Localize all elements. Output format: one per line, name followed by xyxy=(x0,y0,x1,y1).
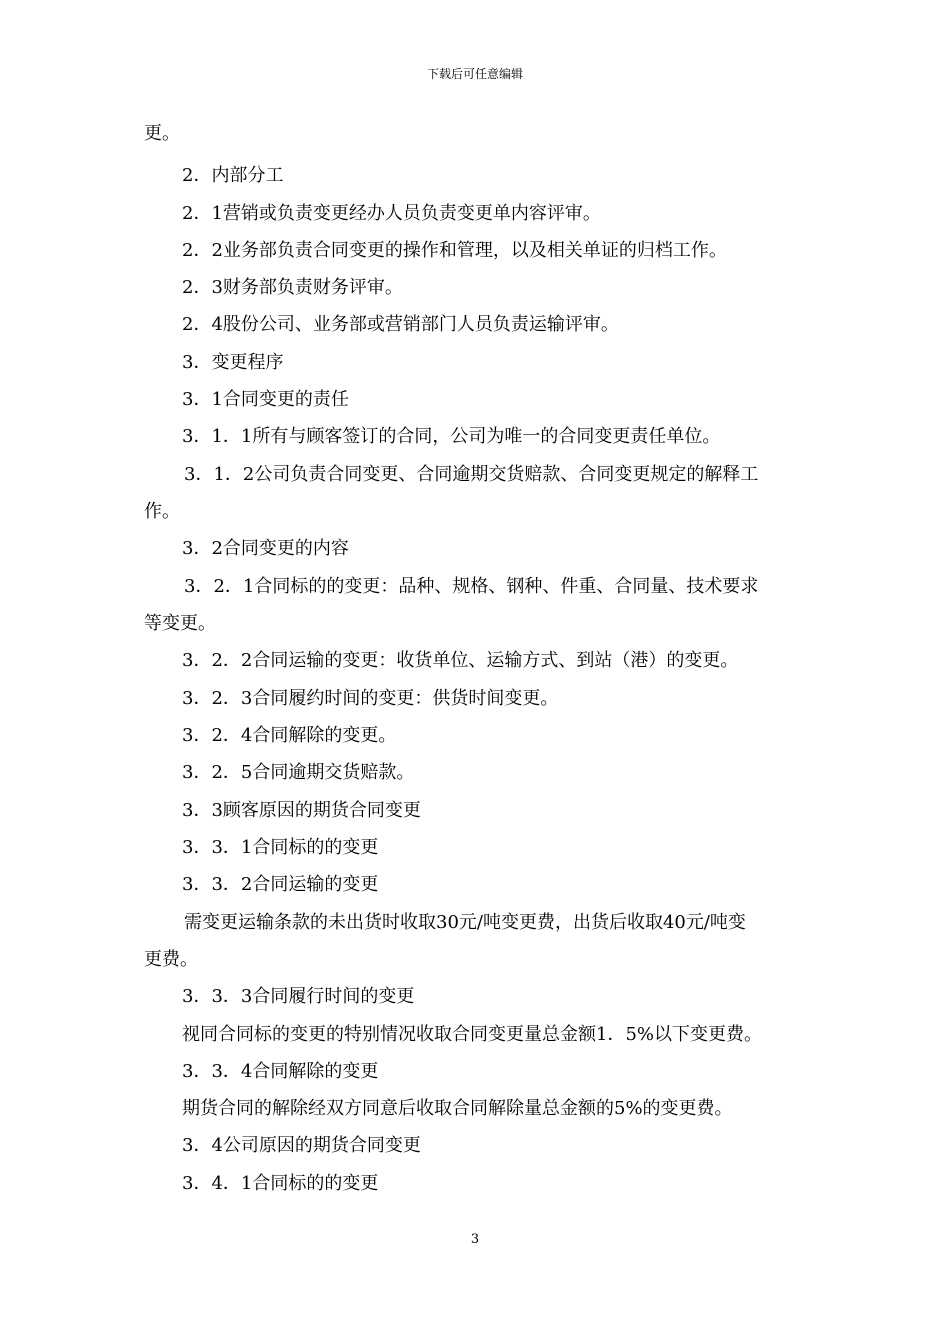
paragraph-line: 3．1合同变更的责任 xyxy=(182,389,349,410)
paragraph-line: 3．2．2合同运输的变更：收货单位、运输方式、到站（港）的变更。 xyxy=(182,650,739,671)
paragraph-line: 3．2．3合同履约时间的变更：供货时间变更。 xyxy=(182,688,559,709)
paragraph-line: 作。 xyxy=(144,501,180,522)
paragraph-line: 期货合同的解除经双方同意后收取合同解除量总金额的5%的变更费。 xyxy=(182,1098,733,1119)
paragraph-line: 更费。 xyxy=(144,949,198,970)
paragraph-line: 3．1．1所有与顾客签订的合同，公司为唯一的合同变更责任单位。 xyxy=(182,426,721,447)
paragraph-line: 2．1营销或负责变更经办人员负责变更单内容评审。 xyxy=(182,203,601,224)
paragraph-line: 需变更运输条款的未出货时收取30元/吨变更费，出货后收取40元/吨变 xyxy=(184,912,746,933)
paragraph-line: 3．3．2合同运输的变更 xyxy=(182,874,379,895)
paragraph-line: 3．变更程序 xyxy=(182,352,284,373)
paragraph-line: 3．2．4合同解除的变更。 xyxy=(182,725,397,746)
paragraph-line: 3．3．3合同履行时间的变更 xyxy=(182,986,415,1007)
page-header: 下载后可任意编辑 xyxy=(426,67,523,81)
paragraph-line: 2．3财务部负责财务评审。 xyxy=(182,277,403,298)
paragraph-line: 等变更。 xyxy=(144,613,216,634)
paragraph-line: 3．3．4合同解除的变更 xyxy=(182,1061,379,1082)
page-number: 3 xyxy=(470,1232,480,1247)
paragraph-line: 2．4股份公司、业务部或营销部门人员负责运输评审。 xyxy=(182,314,619,335)
paragraph-line: 3．2合同变更的内容 xyxy=(182,538,349,559)
paragraph-line: 3．3．1合同标的的变更 xyxy=(182,837,379,858)
paragraph-line: 3．4．1合同标的的变更 xyxy=(182,1173,379,1194)
paragraph-line: 2．2业务部负责合同变更的操作和管理，以及相关单证的归档工作。 xyxy=(182,240,727,261)
paragraph-line: 3．2．5合同逾期交货赔款。 xyxy=(182,762,415,783)
paragraph-line: 2．内部分工 xyxy=(182,165,284,186)
paragraph-line: 3．3顾客原因的期货合同变更 xyxy=(182,800,421,821)
paragraph-line: 3．4公司原因的期货合同变更 xyxy=(182,1135,421,1156)
paragraph-line: 视同合同标的变更的特别情况收取合同变更量总金额1．5%以下变更费。 xyxy=(182,1024,763,1045)
paragraph-line: 3．2．1合同标的的变更：品种、规格、钢种、件重、合同量、技术要求 xyxy=(184,576,759,597)
paragraph-line: 更。 xyxy=(144,123,180,144)
paragraph-line: 3．1．2公司负责合同变更、合同逾期交货赔款、合同变更规定的解释工 xyxy=(184,464,759,485)
